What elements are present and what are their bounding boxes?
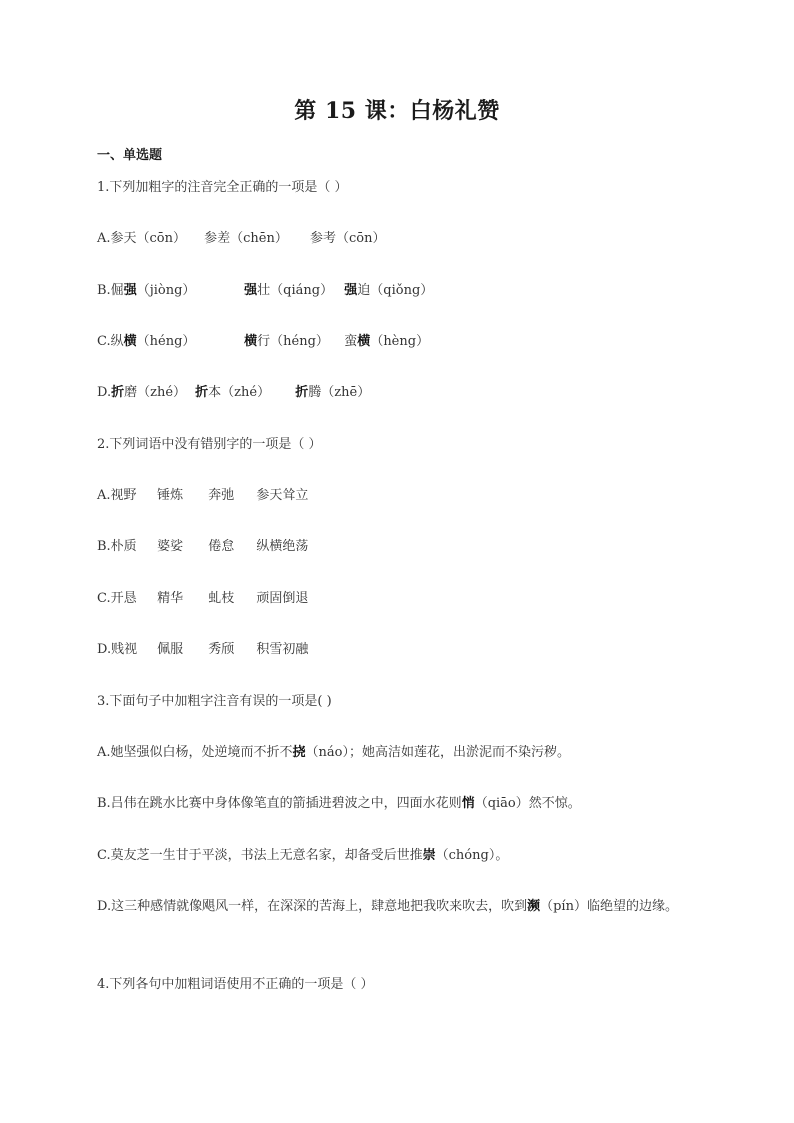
q2-a-part3: 奔弛 [208, 488, 235, 503]
q3-a-text-before: A.她坚强似白杨，处逆境而不折不 [97, 745, 293, 760]
q2-b-part1: B.朴质 [97, 539, 137, 554]
q3-d-text-before: D.这三种感情就像飓风一样，在深深的苦海上，肆意地把我吹来吹去，吹到 [97, 899, 528, 914]
q2-c-part3: 虬枝 [208, 591, 235, 606]
q4-stem: 4.下列各句中加粗词语使用不正确的一项是（ ） [97, 977, 374, 992]
q1-a-part3: 参考（cōn） [310, 231, 386, 246]
q1-stem: 1.下列加粗字的注音完全正确的一项是（ ） [97, 180, 348, 195]
q2-c-part4: 顽固倒退 [256, 591, 309, 606]
q1-a-part1: A.参天（cōn） [97, 231, 187, 246]
q2-c-part2: 精华 [157, 591, 184, 606]
q3-d-bold-char: 濒 [527, 899, 541, 914]
q2-d-part3: 秀颀 [208, 642, 235, 657]
q2-option-d [97, 640, 308, 660]
q3-option-b [97, 794, 581, 814]
q3-c-text-after: （chóng）。 [435, 848, 509, 863]
q1-option-a [97, 229, 386, 249]
q1-b-part1: B.倔强（jiòng） [97, 283, 196, 298]
q1-d-part1: D.折磨（zhé） [97, 385, 187, 400]
q3-c-text-before: C.莫友芝一生甘于平淡，书法上无意名家，却备受后世推 [97, 848, 423, 863]
q2-option-c [97, 589, 308, 609]
q1-c-part1: C.纵横（héng） [97, 334, 196, 349]
q1-b-part2: 强壮（qiáng） [244, 283, 334, 298]
q3-d-text-after: （pín）临绝望的边缘。 [540, 899, 678, 914]
q3-option-d [97, 894, 697, 920]
q2-d-part2: 佩服 [157, 642, 184, 657]
q1-b-part3: 强迫（qiǒng） [344, 283, 434, 298]
q2-b-part4: 纵横绝荡 [256, 539, 309, 554]
q2-stem: 2.下列词语中没有错别字的一项是（ ） [97, 437, 322, 452]
q2-b-part3: 倦怠 [208, 539, 235, 554]
q1-d-part2: 折本（zhé） [195, 385, 271, 400]
q3-stem: 3.下面句子中加粗字注音有误的一项是( ) [97, 694, 332, 709]
q1-option-c [97, 332, 429, 352]
q2-a-part4: 参天耸立 [256, 488, 309, 503]
q3-c-bold-char: 崇 [422, 848, 436, 863]
q3-a-text-after: （náo）；她高洁如莲花，出淤泥而不染污秽。 [305, 745, 570, 760]
q1-option-d [97, 383, 370, 403]
q2-b-part2: 婆娑 [157, 539, 184, 554]
q3-b-bold-char: 悄 [461, 796, 475, 811]
q2-d-part1: D.贱视 [97, 642, 138, 657]
q1-a-part2: 参差（chēn） [204, 231, 288, 246]
q1-option-b [97, 281, 433, 301]
q3-a-bold-char: 挠 [292, 745, 306, 760]
section-heading: 一、单选题 [97, 148, 163, 163]
q1-c-part3: 蛮横（hèng） [344, 334, 430, 349]
q2-c-part1: C.开恳 [97, 591, 137, 606]
q3-b-text-before: B.吕伟在跳水比赛中身体像笔直的箭插进碧波之中，四面水花则 [97, 796, 462, 811]
q3-b-text-after: （qiāo）然不惊。 [474, 796, 581, 811]
page-title: 第 15 课：白杨礼赞 [294, 98, 500, 124]
q1-d-part3: 折腾（zhē） [295, 385, 371, 400]
q3-option-a [97, 743, 570, 763]
q3-option-c [97, 846, 508, 866]
q2-option-a [97, 486, 308, 506]
q2-a-part2: 锤炼 [157, 488, 184, 503]
q2-option-b [97, 537, 308, 557]
q2-a-part1: A.视野 [97, 488, 137, 503]
q2-d-part4: 积雪初融 [256, 642, 309, 657]
q1-c-part2: 横行（héng） [244, 334, 329, 349]
